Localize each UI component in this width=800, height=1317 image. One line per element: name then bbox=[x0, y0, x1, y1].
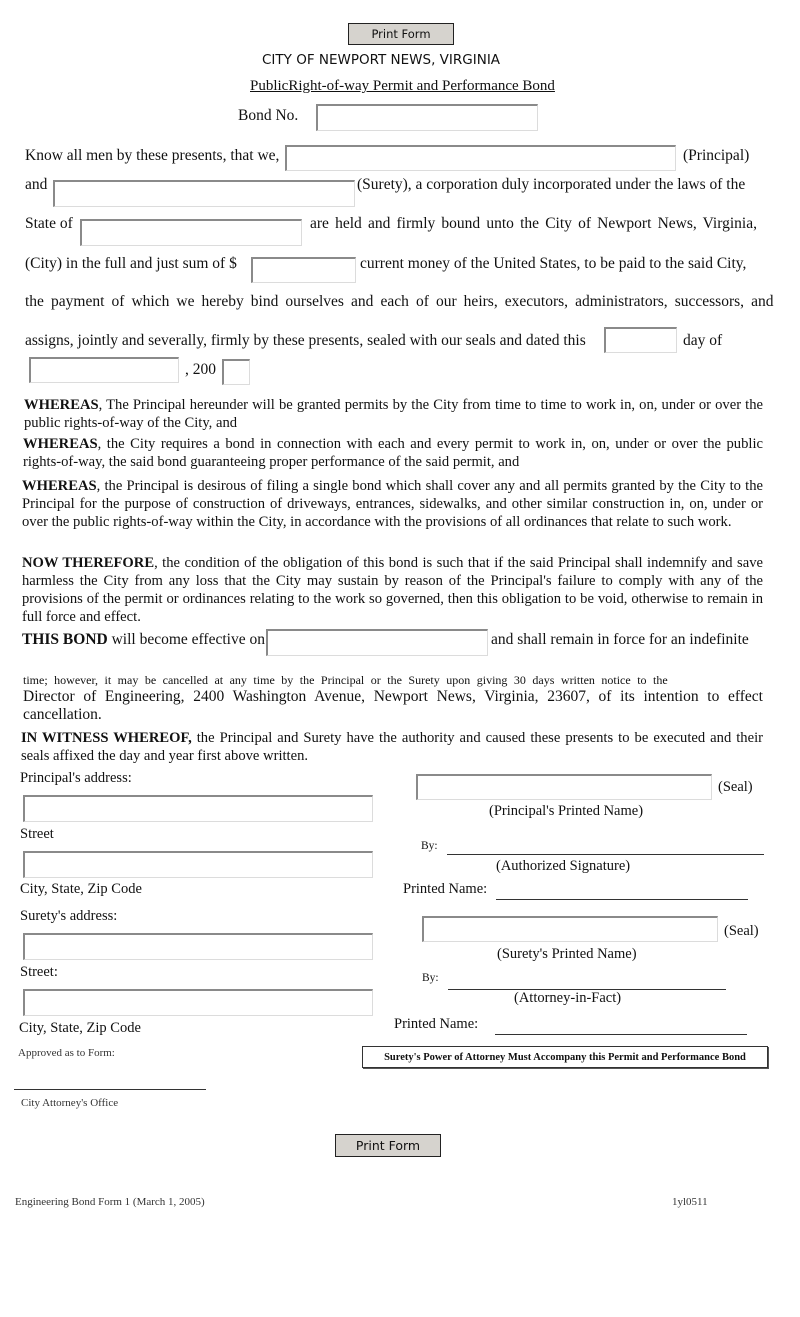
form-code-label: 1yl0511 bbox=[672, 1196, 708, 1208]
city-attorney-signature-line bbox=[14, 1089, 206, 1090]
intro-line6-text: assigns, jointly and severally, firmly by these presents, sealed with our seals and dated this bbox=[25, 332, 586, 349]
clause-whereas-1: WHEREAS, The Principal hereunder will be granted permits by the City from time to time to work in, on, under or over the public rights-of-way of the City, and bbox=[24, 397, 763, 431]
bond-no-label: Bond No. bbox=[238, 107, 299, 124]
surety-by-label: By: bbox=[422, 972, 439, 984]
year-prefix-label: , 200 bbox=[185, 361, 216, 378]
surety-address-label: Surety's address: bbox=[20, 908, 118, 924]
power-of-attorney-notice: Surety's Power of Attorney Must Accompany this Permit and Performance Bond bbox=[362, 1046, 768, 1068]
approved-as-to-form-label: Approved as to Form: bbox=[18, 1047, 115, 1059]
principal-label: (Principal) bbox=[683, 147, 750, 164]
authorized-signature-caption: (Authorized Signature) bbox=[496, 858, 631, 874]
surety-printed-name-label: Printed Name: bbox=[394, 1016, 479, 1032]
state-of-label: State of bbox=[25, 215, 73, 232]
clause-now-therefore: NOW THEREFORE, the condition of the obligation of this bond is such that if the said Principal shall indemnify and save harmless the City from any loss that the City may sustain by reason of the Principal's failure to comply with any of the provisions of the permit or ordinances relating to the work so governed, then this obligation to be void, otherwise to remain in full force and effect. bbox=[22, 555, 763, 625]
principal-field[interactable] bbox=[285, 145, 676, 171]
principal-printed-name-caption: (Principal's Printed Name) bbox=[489, 803, 644, 819]
bond-no-field[interactable] bbox=[316, 104, 538, 131]
witness-clause: IN WITNESS WHEREOF, the Principal and Surety have the authority and caused these presents to be executed and their seals affixed the day and year first above written. bbox=[21, 730, 763, 764]
surety-city-state-zip-label: City, State, Zip Code bbox=[19, 1020, 141, 1036]
print-form-button-bottom[interactable]: Print Form bbox=[335, 1134, 441, 1157]
sum-field[interactable] bbox=[251, 257, 356, 283]
this-bond-text: THIS BOND will become effective on bbox=[22, 631, 265, 648]
principal-city-field[interactable] bbox=[23, 851, 373, 878]
principal-street-field[interactable] bbox=[23, 795, 373, 822]
this-bond-after-text: and shall remain in force for an indefinite bbox=[491, 631, 749, 648]
surety-label: (Surety), a corporation duly incorporated under the laws of the bbox=[357, 176, 746, 193]
month-field[interactable] bbox=[29, 357, 179, 383]
effective-date-field[interactable] bbox=[266, 629, 488, 656]
surety-street-field[interactable] bbox=[23, 933, 373, 960]
surety-printed-name-line[interactable] bbox=[495, 1034, 747, 1035]
city-title: CITY OF NEWPORT NEWS, VIRGINIA bbox=[262, 52, 501, 68]
state-field[interactable] bbox=[80, 219, 302, 246]
surety-printed-name-field[interactable] bbox=[422, 916, 718, 942]
intro-line5-text: the payment of which we hereby bind ourselves and each of our heirs, executors, administrators, successors, and bbox=[25, 293, 774, 310]
by-label: By: bbox=[421, 840, 438, 852]
sum-label: (City) in the full and just sum of $ bbox=[25, 255, 237, 272]
clause-whereas-2: WHEREAS, the City requires a bond in connection with each and every permit to work in, on, under or over the public rights-of-way, the said bond guaranteeing proper performance of the said permit, and bbox=[23, 436, 763, 470]
intro-line3-text: are held and firmly bound unto the City of Newport News, Virginia, bbox=[310, 215, 757, 232]
print-form-button-top[interactable]: Print Form bbox=[348, 23, 454, 45]
principal-printed-name-field[interactable] bbox=[416, 774, 712, 800]
surety-seal-label: (Seal) bbox=[724, 923, 759, 939]
surety-street-label: Street: bbox=[20, 964, 58, 980]
day-of-label: day of bbox=[683, 332, 723, 349]
principal-printed-name-line[interactable] bbox=[496, 899, 748, 900]
principal-address-label: Principal's address: bbox=[20, 770, 132, 786]
year-field[interactable] bbox=[222, 359, 250, 385]
surety-printed-name-caption: (Surety's Printed Name) bbox=[497, 946, 637, 962]
cancellation-text: Director of Engineering, 2400 Washington Avenue, Newport News, Virginia, 23607, of its intention to effect cancellation. bbox=[23, 688, 763, 723]
intro-line4-text: current money of the United States, to be paid to the said City, bbox=[360, 255, 747, 272]
form-title: PublicRight-of-way Permit and Performance Bond bbox=[250, 78, 555, 94]
printed-name-label: Printed Name: bbox=[403, 881, 488, 897]
surety-city-field[interactable] bbox=[23, 989, 373, 1016]
principal-seal-label: (Seal) bbox=[718, 779, 753, 795]
city-state-zip-label: City, State, Zip Code bbox=[20, 881, 142, 897]
cancellation-small-text: time; however, it may be cancelled at any time by the Principal or the Surety upon giving 30 days written notice to the bbox=[23, 673, 668, 687]
surety-field[interactable] bbox=[53, 180, 355, 207]
authorized-signature-line[interactable] bbox=[447, 854, 764, 855]
clause-whereas-3: WHEREAS, the Principal is desirous of filing a single bond which shall cover any and all permits granted by the City to the Principal for the purpose of construction of driveways, entrances, sidewalks, and other similar construction in, on, under or over the public rights-of-way within the City, in accordance with the provisions of all ordinances that relate to such work. bbox=[22, 478, 763, 530]
city-attorney-label: City Attorney's Office bbox=[21, 1097, 119, 1109]
form-id-label: Engineering Bond Form 1 (March 1, 2005) bbox=[15, 1196, 205, 1208]
and-label: and bbox=[25, 176, 48, 193]
day-field[interactable] bbox=[604, 327, 677, 353]
intro-line1-text: Know all men by these presents, that we, bbox=[25, 147, 280, 164]
attorney-in-fact-caption: (Attorney-in-Fact) bbox=[514, 990, 622, 1006]
street-label: Street bbox=[20, 826, 54, 842]
